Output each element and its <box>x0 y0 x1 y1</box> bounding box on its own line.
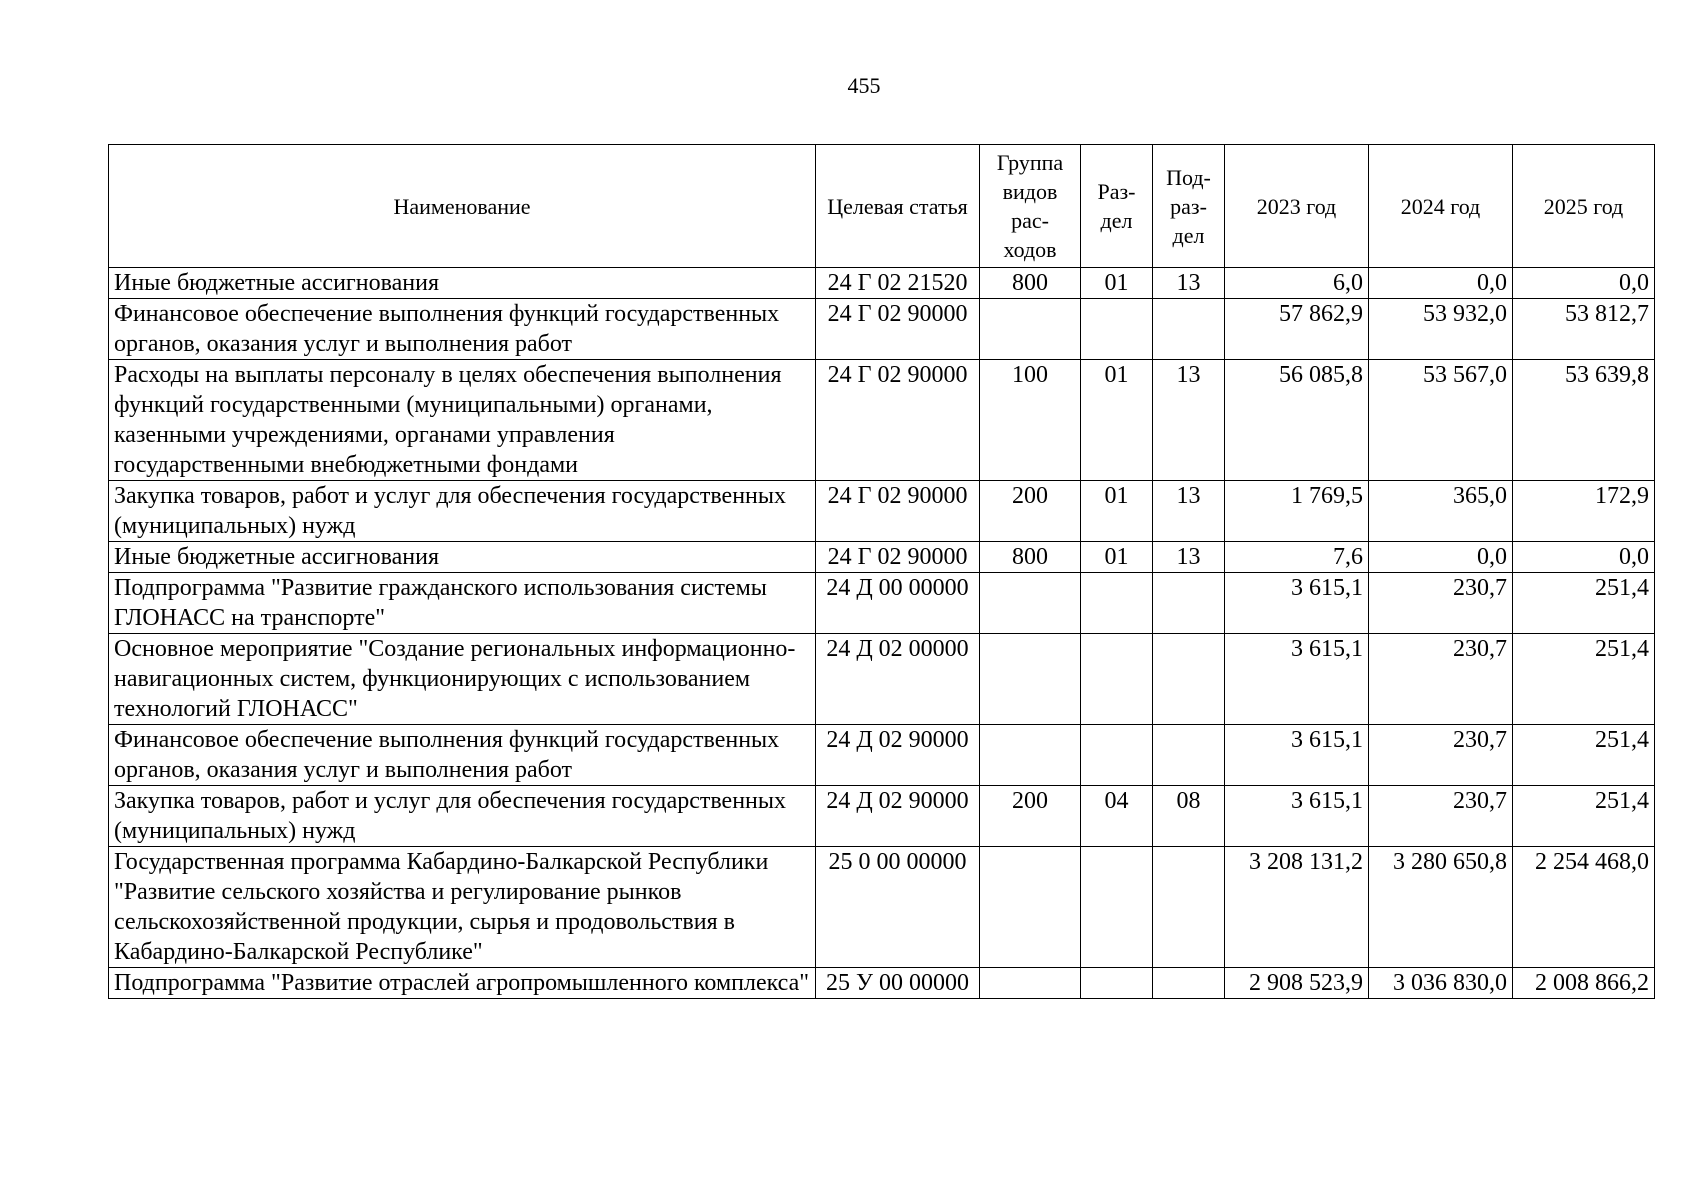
header-target: Целевая статья <box>816 145 980 268</box>
table-row <box>109 299 1655 360</box>
cell-target: 24 Г 02 21520 <box>816 268 980 299</box>
cell-y2023: 3 208 131,2 <box>1225 847 1369 968</box>
table-row <box>109 634 1655 725</box>
table-row <box>109 725 1655 786</box>
cell-y2023: 3 615,1 <box>1225 786 1369 847</box>
table-row <box>109 360 1655 481</box>
header-2024: 2024 год <box>1369 145 1513 268</box>
cell-target: 24 Д 02 90000 <box>816 786 980 847</box>
cell-group: 100 <box>980 360 1081 481</box>
cell-y2025: 53 639,8 <box>1513 360 1655 481</box>
cell-y2024: 365,0 <box>1369 481 1513 542</box>
cell-target: 25 У 00 00000 <box>816 968 980 999</box>
table-body <box>109 268 1655 999</box>
cell-name: Расходы на выплаты персоналу в целях обеспечения выполнения функций государственными (муниципальными) органами, казенными учреждениями, органами управления государственными внебюджетными фондами <box>109 360 816 481</box>
cell-section <box>1081 725 1153 786</box>
header-subsection: Под- раз- дел <box>1153 145 1225 268</box>
table-row <box>109 847 1655 968</box>
cell-name: Основное мероприятие "Создание региональных информационно-навигационных систем, функционирующих с использованием технологий ГЛОНАСС" <box>109 634 816 725</box>
cell-group <box>980 968 1081 999</box>
cell-group <box>980 573 1081 634</box>
cell-group <box>980 299 1081 360</box>
cell-y2025: 172,9 <box>1513 481 1655 542</box>
cell-section: 01 <box>1081 542 1153 573</box>
cell-y2025: 53 812,7 <box>1513 299 1655 360</box>
cell-subsection: 13 <box>1153 268 1225 299</box>
cell-section <box>1081 299 1153 360</box>
cell-y2023: 1 769,5 <box>1225 481 1369 542</box>
cell-subsection: 13 <box>1153 360 1225 481</box>
header-row <box>109 145 1655 268</box>
budget-table <box>108 144 1655 999</box>
table-row <box>109 786 1655 847</box>
header-name: Наименование <box>109 145 816 268</box>
cell-y2025: 0,0 <box>1513 268 1655 299</box>
cell-section: 01 <box>1081 268 1153 299</box>
cell-y2023: 56 085,8 <box>1225 360 1369 481</box>
table-row <box>109 573 1655 634</box>
cell-group: 200 <box>980 481 1081 542</box>
cell-y2025: 251,4 <box>1513 634 1655 725</box>
cell-section <box>1081 634 1153 725</box>
cell-name: Финансовое обеспечение выполнения функций государственных органов, оказания услуг и выполнения работ <box>109 725 816 786</box>
cell-y2024: 53 932,0 <box>1369 299 1513 360</box>
cell-name: Иные бюджетные ассигнования <box>109 542 816 573</box>
cell-subsection <box>1153 573 1225 634</box>
cell-y2025: 251,4 <box>1513 725 1655 786</box>
cell-y2025: 251,4 <box>1513 573 1655 634</box>
table-row <box>109 542 1655 573</box>
cell-subsection <box>1153 299 1225 360</box>
cell-y2023: 7,6 <box>1225 542 1369 573</box>
cell-name: Государственная программа Кабардино-Балкарской Республики "Развитие сельского хозяйства и регулирование рынков сельскохозяйственной продукции, сырья и продовольствия в Кабардино-Балкарской Республике" <box>109 847 816 968</box>
table-row <box>109 268 1655 299</box>
cell-section: 01 <box>1081 481 1153 542</box>
cell-target: 24 Г 02 90000 <box>816 299 980 360</box>
header-2023: 2023 год <box>1225 145 1369 268</box>
cell-y2024: 3 036 830,0 <box>1369 968 1513 999</box>
cell-subsection <box>1153 634 1225 725</box>
cell-subsection <box>1153 847 1225 968</box>
cell-y2024: 0,0 <box>1369 268 1513 299</box>
table-row <box>109 968 1655 999</box>
cell-target: 25 0 00 00000 <box>816 847 980 968</box>
cell-subsection: 08 <box>1153 786 1225 847</box>
cell-y2024: 0,0 <box>1369 542 1513 573</box>
header-2025: 2025 год <box>1513 145 1655 268</box>
cell-name: Подпрограмма "Развитие отраслей агропромышленного комплекса" <box>109 968 816 999</box>
cell-group <box>980 847 1081 968</box>
cell-name: Подпрограмма "Развитие гражданского использования системы ГЛОНАСС на транспорте" <box>109 573 816 634</box>
cell-target: 24 Д 02 00000 <box>816 634 980 725</box>
cell-name: Финансовое обеспечение выполнения функций государственных органов, оказания услуг и выполнения работ <box>109 299 816 360</box>
cell-y2023: 2 908 523,9 <box>1225 968 1369 999</box>
cell-group: 800 <box>980 268 1081 299</box>
cell-section <box>1081 847 1153 968</box>
cell-name: Закупка товаров, работ и услуг для обеспечения государственных (муниципальных) нужд <box>109 786 816 847</box>
cell-section: 04 <box>1081 786 1153 847</box>
cell-group: 800 <box>980 542 1081 573</box>
cell-y2023: 3 615,1 <box>1225 573 1369 634</box>
header-group: Группа видов рас- ходов <box>980 145 1081 268</box>
cell-y2024: 230,7 <box>1369 725 1513 786</box>
cell-y2024: 53 567,0 <box>1369 360 1513 481</box>
cell-name: Иные бюджетные ассигнования <box>109 268 816 299</box>
cell-target: 24 Д 02 90000 <box>816 725 980 786</box>
cell-y2024: 230,7 <box>1369 573 1513 634</box>
cell-y2024: 230,7 <box>1369 634 1513 725</box>
cell-y2024: 230,7 <box>1369 786 1513 847</box>
cell-y2023: 6,0 <box>1225 268 1369 299</box>
cell-target: 24 Г 02 90000 <box>816 542 980 573</box>
cell-target: 24 Г 02 90000 <box>816 360 980 481</box>
cell-y2023: 57 862,9 <box>1225 299 1369 360</box>
cell-target: 24 Г 02 90000 <box>816 481 980 542</box>
cell-y2024: 3 280 650,8 <box>1369 847 1513 968</box>
cell-subsection <box>1153 725 1225 786</box>
cell-y2025: 2 254 468,0 <box>1513 847 1655 968</box>
cell-group: 200 <box>980 786 1081 847</box>
cell-y2025: 0,0 <box>1513 542 1655 573</box>
cell-section: 01 <box>1081 360 1153 481</box>
cell-subsection <box>1153 968 1225 999</box>
cell-section <box>1081 968 1153 999</box>
cell-subsection: 13 <box>1153 542 1225 573</box>
cell-y2023: 3 615,1 <box>1225 634 1369 725</box>
cell-subsection: 13 <box>1153 481 1225 542</box>
cell-y2025: 251,4 <box>1513 786 1655 847</box>
cell-group <box>980 725 1081 786</box>
header-section: Раз- дел <box>1081 145 1153 268</box>
page-number: 455 <box>847 73 881 98</box>
cell-y2025: 2 008 866,2 <box>1513 968 1655 999</box>
cell-section <box>1081 573 1153 634</box>
cell-y2023: 3 615,1 <box>1225 725 1369 786</box>
cell-target: 24 Д 00 00000 <box>816 573 980 634</box>
cell-name: Закупка товаров, работ и услуг для обеспечения государственных (муниципальных) нужд <box>109 481 816 542</box>
table-row <box>109 481 1655 542</box>
cell-group <box>980 634 1081 725</box>
